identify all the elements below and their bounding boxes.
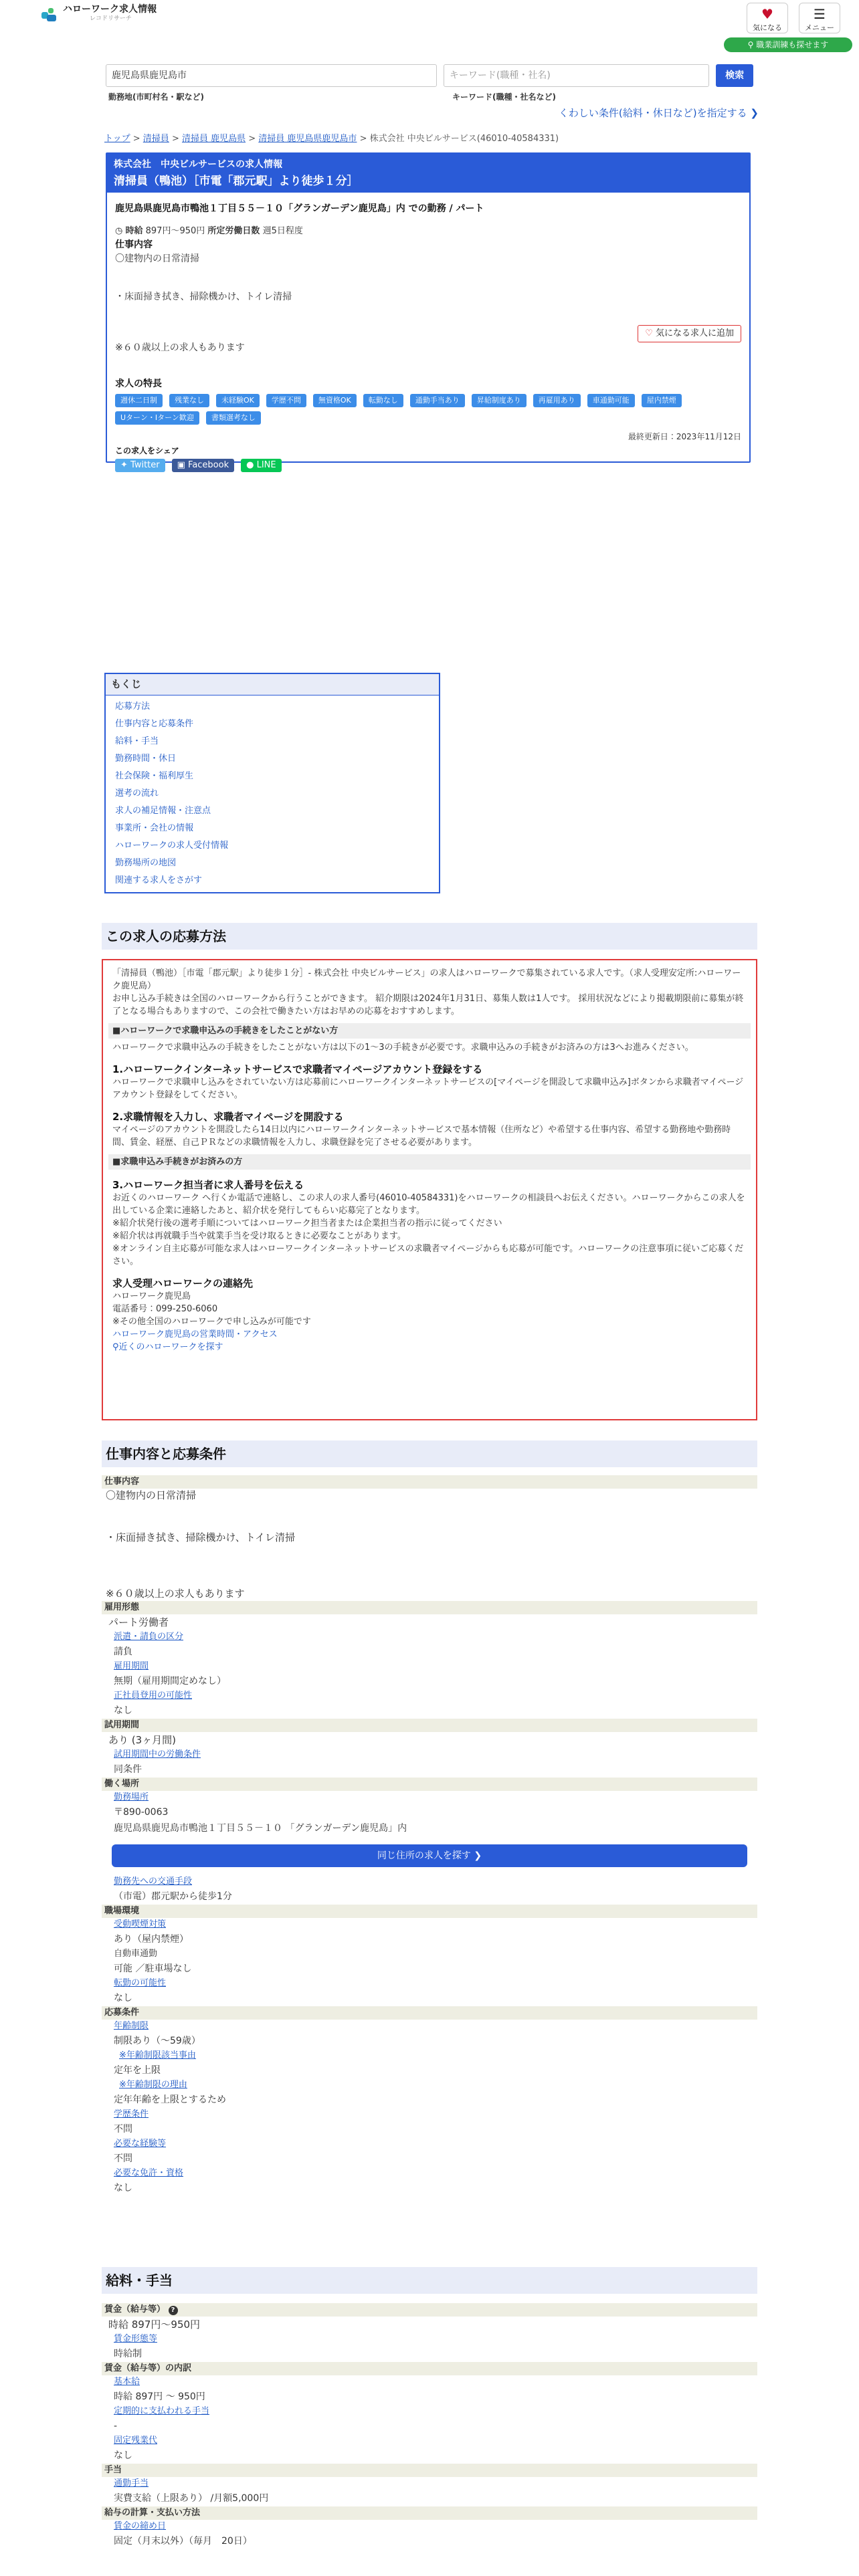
clock-icon: ◷ xyxy=(115,225,123,236)
chevron-right-icon: ❯ xyxy=(750,107,759,119)
twitter-icon: ✦ xyxy=(120,459,131,470)
contact-name: ハローワーク鹿児島 xyxy=(112,1291,191,1301)
workplace-label[interactable]: 勤務場所 xyxy=(114,1792,149,1802)
menu-button[interactable] xyxy=(799,3,840,33)
pay-value: 897円〜950円 xyxy=(145,225,205,236)
form-label[interactable]: 賃金形態等 xyxy=(114,2334,158,2344)
period-value: 無期（雇用期間定めなし） xyxy=(114,1676,226,1687)
training-label: 職業訓練も探せます xyxy=(756,40,829,49)
dispatch-label[interactable]: 派遣・請負の区分 xyxy=(114,1632,184,1642)
search-bar xyxy=(106,64,753,91)
calc-label: 給与の計算・支払い方法 xyxy=(102,2506,757,2520)
share-label: この求人をシェア xyxy=(115,446,179,456)
apply-box xyxy=(102,959,757,1420)
line-icon: ● xyxy=(246,459,257,470)
toc-item[interactable]: 求人の補足情報・注意点 xyxy=(115,806,211,817)
toc-item[interactable]: 勤務場所の地図 xyxy=(115,858,177,869)
postal-code: 〒890-0063 xyxy=(114,1807,169,1818)
access-label[interactable]: 勤務先への交通手段 xyxy=(114,1876,193,1887)
heart-icon: ♥ xyxy=(761,6,773,22)
apply-intro2: お申し込み手続きは全国のハローワークから行うことができます。 紹介期限は2024年1月31日、募集人数は1人です。 採用状況などにより掲載期限前に募集が終了となる場合もありますので、この会社で働きたい方はお早めの応募をおすすめします。 xyxy=(112,994,744,1016)
same-address-label: 同じ住所の求人を探す xyxy=(377,1850,471,1861)
toc-item[interactable]: 選考の流れ xyxy=(115,788,159,799)
fixed-value: - xyxy=(114,2421,118,2432)
access-value: （市電）郡元駅から徒歩1分 xyxy=(114,1891,232,1902)
keyword-input[interactable]: キーワード(職種・社名) xyxy=(444,64,710,87)
work-address: 鹿児島県鹿児島市鴨池１丁目５５－１０ 「グランガーデン鹿児島」内 xyxy=(114,1823,407,1834)
step3-title: 3.ハローワーク担当者に求人番号を伝える xyxy=(112,1179,304,1191)
search-button[interactable]: 検索 xyxy=(716,64,753,87)
facebook-label: Facebook xyxy=(188,459,229,470)
logo-subtitle: レコドリサーチ xyxy=(90,15,132,22)
chevron-right-icon: ❯ xyxy=(474,1850,482,1861)
age-reason-value: 定年を上限 xyxy=(114,2065,161,2076)
age-value: 制限あり（〜59歳） xyxy=(114,2036,201,2046)
pay-label: 時給 xyxy=(125,225,143,236)
feature-tag[interactable]: 無資格OK xyxy=(313,394,357,407)
line-share-button[interactable] xyxy=(241,459,282,472)
add-favorite-label: 気になる求人に追加 xyxy=(655,328,734,338)
feature-tag[interactable]: Uターン・Iターン歓迎 xyxy=(115,411,199,425)
advanced-search-link[interactable] xyxy=(559,106,759,121)
car-value: 可能 ／駐車場なし xyxy=(114,1963,192,1974)
feature-tags xyxy=(115,394,741,425)
job-summary-card xyxy=(106,152,751,470)
no-registration-bar: ■ハローワークで求職申込みの手続きをしたことがない方 xyxy=(108,1023,751,1039)
car-label: 自動車通勤 xyxy=(114,1949,158,1959)
allowance-label: 手当 xyxy=(102,2464,757,2477)
job-location: 鹿児島県鹿児島市鴨池１丁目５５－１０「グランガーデン鹿児島」内 での勤務 / パート xyxy=(115,203,484,214)
site-logo[interactable] xyxy=(40,4,157,23)
age-why-label[interactable]: ※年齢制限の理由 xyxy=(119,2080,187,2090)
license-value: なし xyxy=(114,2183,132,2193)
edu-label[interactable]: 学歴条件 xyxy=(114,2109,149,2119)
toc-item[interactable]: 勤務時間・休日 xyxy=(115,754,177,764)
form-value: 時給制 xyxy=(114,2349,142,2359)
salary-section xyxy=(102,2303,757,2549)
dispatch-value: 請負 xyxy=(114,1646,132,1657)
breadcrumb-pref[interactable]: 清掃員 鹿児島県 xyxy=(181,134,246,144)
edu-value: 不問 xyxy=(114,2124,132,2135)
age-label[interactable]: 年齢制限 xyxy=(114,2021,149,2031)
base-label[interactable]: 基本給 xyxy=(114,2377,140,2387)
days-value: 週5日程度 xyxy=(262,225,303,236)
exp-value: 不問 xyxy=(114,2153,132,2164)
feature-tag[interactable]: 再雇用あり xyxy=(533,394,581,407)
commute-value: 実費支給（上限あり） /月額5,000円 xyxy=(114,2493,269,2504)
breadcrumb-top[interactable]: トップ xyxy=(104,134,130,144)
regular-label[interactable]: 正社員登用の可能性 xyxy=(114,1691,193,1701)
toc-item[interactable]: 応募方法 xyxy=(115,702,151,712)
job-content: 〇建物内の日常清掃 ・床面掃き拭き、掃除機かけ、トイレ清掃 ※６０歳以上の求人もあります xyxy=(115,253,292,353)
apply-heading: この求人の応募方法 xyxy=(102,923,757,950)
req-label: 応募条件 xyxy=(102,2006,757,2020)
twitter-label: Twitter xyxy=(130,459,160,470)
step2-title: 2.求職情報を入力し、求職者マイページを開設する xyxy=(112,1111,344,1123)
logo-icon xyxy=(40,4,59,23)
heart-outline-icon: ♡ xyxy=(645,328,653,338)
exp-label[interactable]: 必要な経験等 xyxy=(114,2139,167,2149)
search-icon: ⚲ xyxy=(747,40,754,49)
location-input[interactable]: 鹿児島県鹿児島市 xyxy=(106,64,437,87)
breadcrumb-city[interactable]: 清掃員 鹿児島県鹿児島市 xyxy=(258,134,357,144)
favorites-button[interactable] xyxy=(747,3,788,33)
twitter-share-button[interactable] xyxy=(115,459,165,472)
wage-value: 時給 897円〜950円 xyxy=(108,2319,201,2331)
advanced-search-label: くわしい条件(給料・休日など)を指定する xyxy=(558,107,747,119)
breadcrumb-current: 株式会社 中央ビルサービス(46010-40584331) xyxy=(369,134,559,144)
transfer-label[interactable]: 転勤の可能性 xyxy=(114,1978,167,1988)
no-registration-text: ハローワークで求職申込みの手続きをしたことがない方は以下の1〜3の手続きが必要です。求職申込みの手続きがお済みの方は3へお進みください。 xyxy=(112,1043,694,1053)
toc-item[interactable]: 社会保険・福利厚生 xyxy=(115,771,194,782)
toc-item[interactable]: 関連する求人をさがす xyxy=(115,875,203,886)
conditions-heading: 仕事内容と応募条件 xyxy=(102,1440,757,1467)
age-reason-label[interactable]: ※年齢制限該当事由 xyxy=(119,2050,196,2060)
facebook-share-button[interactable] xyxy=(172,459,235,472)
apply-intro: 「清掃員（鴨池）［市電「郡元駅」より徒歩１分］- 株式会社 中央ビルサービス」の求人はハローワークで募集されている求人です。（求人受理安定所:ハローワーク鹿児島） xyxy=(112,968,741,991)
trial-value: あり (3ヶ月間) xyxy=(108,1734,177,1746)
training-search-button[interactable] xyxy=(724,37,852,52)
step1-text: ハローワークで求職申し込みをされていない方は応募前にハローワークインターネットサービスの[マイページを開設して求職申込み]ボタンから求職者マイページアカウント登録をしてください。 xyxy=(112,1077,744,1100)
hellowork-access-link[interactable]: ハローワーク鹿児島の営業時間・アクセス xyxy=(112,1329,278,1339)
commute-label[interactable]: 通勤手当 xyxy=(114,2478,149,2488)
employment-label: 雇用形態 xyxy=(102,1601,757,1614)
feature-tag[interactable]: 学歴不問 xyxy=(266,394,306,407)
regular-value: なし xyxy=(114,1705,132,1716)
place-label: 働く場所 xyxy=(102,1778,757,1791)
step3-text: お近くのハローワーク へ行くか電話で連絡し、この求人の求人番号(46010-40584331)をハローワークの相談員へお伝えください。ハローワークからこの求人を出している企業に連絡したあと、紹介状を発行してもらい応募完了となります。 ※紹介状発行後の選考手順についてはハローワーク担当者または企業担当者の指示に従ってください ※紹介状は再就職手当や就業手当を受け取るときに必要なことがあります。 ※オンライン自主応募が可能な求人はハローワークインターネットサービスの求職者マイページからも応募が可能です。ハローワークの注意事項に従いご応募ください。 xyxy=(112,1193,745,1267)
feature-tag[interactable]: 車通勤可能 xyxy=(587,394,635,407)
work-label: 仕事内容 xyxy=(102,1475,757,1489)
smoke-label[interactable]: 受動喫煙対策 xyxy=(114,1919,167,1929)
registered-bar: ■求職申込み手続きがお済みの方 xyxy=(108,1154,751,1170)
toc-list xyxy=(106,695,439,892)
feature-tag[interactable]: 通勤手当あり xyxy=(410,394,465,407)
facebook-icon: ▣ xyxy=(177,459,189,470)
feature-tag[interactable]: 週休二日制 xyxy=(115,394,163,407)
base-value: 時給 897円 〜 950円 xyxy=(114,2391,205,2402)
nearby-hellowork-link[interactable]: 近くのハローワークを探す xyxy=(118,1342,223,1352)
last-updated: 最終更新日：2023年11月12日 xyxy=(628,432,741,441)
overtime-value: なし xyxy=(114,2450,132,2461)
feature-tag[interactable]: 書類選考なし xyxy=(206,411,261,425)
same-address-button[interactable] xyxy=(112,1844,747,1867)
logo-title: ハローワーク求人情報 xyxy=(63,4,157,15)
conditions-section xyxy=(102,1475,757,2196)
contact-tel: 電話番号：099-250-6060 xyxy=(112,1304,218,1314)
trial-label: 試用期間 xyxy=(102,1719,757,1732)
employment-value: パート労働者 xyxy=(108,1616,169,1628)
pay-summary xyxy=(115,225,741,238)
help-icon[interactable]: ? xyxy=(169,2306,178,2315)
add-favorite-button[interactable] xyxy=(638,325,741,342)
trial-cond-label[interactable]: 試用期間中の労働条件 xyxy=(114,1749,201,1759)
step2-text: マイページのアカウントを開設したら14日以内にハローワークインターネットサービスで基本情報（住所など）や希望する仕事内容、希望する勤務地や勤務時間、賃金、経歴、自己ＰＲなどの求職情報を入力し、求職登録を完了させる必要があります。 xyxy=(112,1125,731,1148)
breadcrumb: トップ > 清掃員 > 清掃員 鹿児島県 > 清掃員 鹿児島県鹿児島市 > 株式会社 中央ビルサービス(46010-40584331) xyxy=(104,134,559,144)
breakdown-label: 賃金（給与等）の内訳 xyxy=(102,2362,757,2375)
feature-tag[interactable]: 転勤なし xyxy=(363,394,403,407)
company-name: 株式会社 中央ビルサービスの求人情報 xyxy=(114,159,282,170)
job-title: 清掃員（鴨池）［市電「郡元駅」より徒歩１分］ xyxy=(114,174,359,188)
content-label: 仕事内容 xyxy=(115,239,153,250)
favorites-label: 気になる xyxy=(753,23,782,32)
overtime-label[interactable]: 固定残業代 xyxy=(114,2436,158,2446)
table-of-contents xyxy=(104,673,440,893)
cutoff-label[interactable]: 賃金の締め日 xyxy=(114,2521,167,2531)
work-content: 〇建物内の日常清掃 ・床面掃き拭き、掃除機かけ、トイレ清掃 ※６０歳以上の求人もあります xyxy=(106,1489,296,1600)
search-icon: ⚲ xyxy=(112,1342,119,1352)
line-label: LINE xyxy=(256,459,276,470)
feature-tag[interactable]: 昇給制度あり xyxy=(472,394,527,407)
location-caption: 勤務地(市町村名・駅など) xyxy=(108,92,204,102)
share-buttons xyxy=(115,459,741,472)
transfer-value: なし xyxy=(114,1993,132,2004)
toc-item[interactable]: 給料・手当 xyxy=(115,736,159,747)
trial-cond-value: 同条件 xyxy=(114,1764,142,1775)
license-label[interactable]: 必要な免許・資格 xyxy=(114,2168,184,2178)
site-header xyxy=(0,0,859,60)
menu-label: メニュー xyxy=(805,23,834,32)
features-label: 求人の特長 xyxy=(115,378,162,389)
toc-item[interactable]: ハローワークの求人受付情報 xyxy=(115,841,229,851)
wage-label-text: 賃金（給与等） xyxy=(104,2304,166,2315)
contact-note: ※その他全国のハローワークで申し込みが可能です xyxy=(112,1317,311,1327)
keyword-caption: キーワード(職種・社名など) xyxy=(452,92,556,102)
feature-tag[interactable]: 残業なし xyxy=(169,394,209,407)
toc-title: もくじ xyxy=(106,674,439,695)
age-why-value: 定年年齢を上限とするため xyxy=(114,2095,226,2105)
days-label: 所定労働日数 xyxy=(207,225,260,236)
step1-title: 1.ハローワークインターネットサービスで求職者マイページアカウント登録をする xyxy=(112,1063,483,1075)
smoke-value: あり（屋内禁煙） xyxy=(114,1934,189,1945)
cutoff-value: 固定（月末以外）（毎月 20日） xyxy=(114,2536,252,2547)
hamburger-icon: ☰ xyxy=(814,6,826,22)
toc-item[interactable]: 事業所・会社の情報 xyxy=(115,823,194,834)
feature-tag[interactable]: 屋内禁煙 xyxy=(642,394,682,407)
toc-item[interactable]: 仕事内容と応募条件 xyxy=(115,719,194,730)
salary-heading: 給料・手当 xyxy=(102,2267,757,2294)
period-label[interactable]: 雇用期間 xyxy=(114,1661,149,1671)
wage-label xyxy=(102,2303,757,2317)
contact-title: 求人受理ハローワークの連絡先 xyxy=(112,1277,254,1289)
fixed-label[interactable]: 定期的に支払われる手当 xyxy=(114,2406,210,2416)
breadcrumb-job[interactable]: 清掃員 xyxy=(142,134,169,144)
feature-tag[interactable]: 未経験OK xyxy=(216,394,260,407)
env-label: 職場環境 xyxy=(102,1905,757,1918)
